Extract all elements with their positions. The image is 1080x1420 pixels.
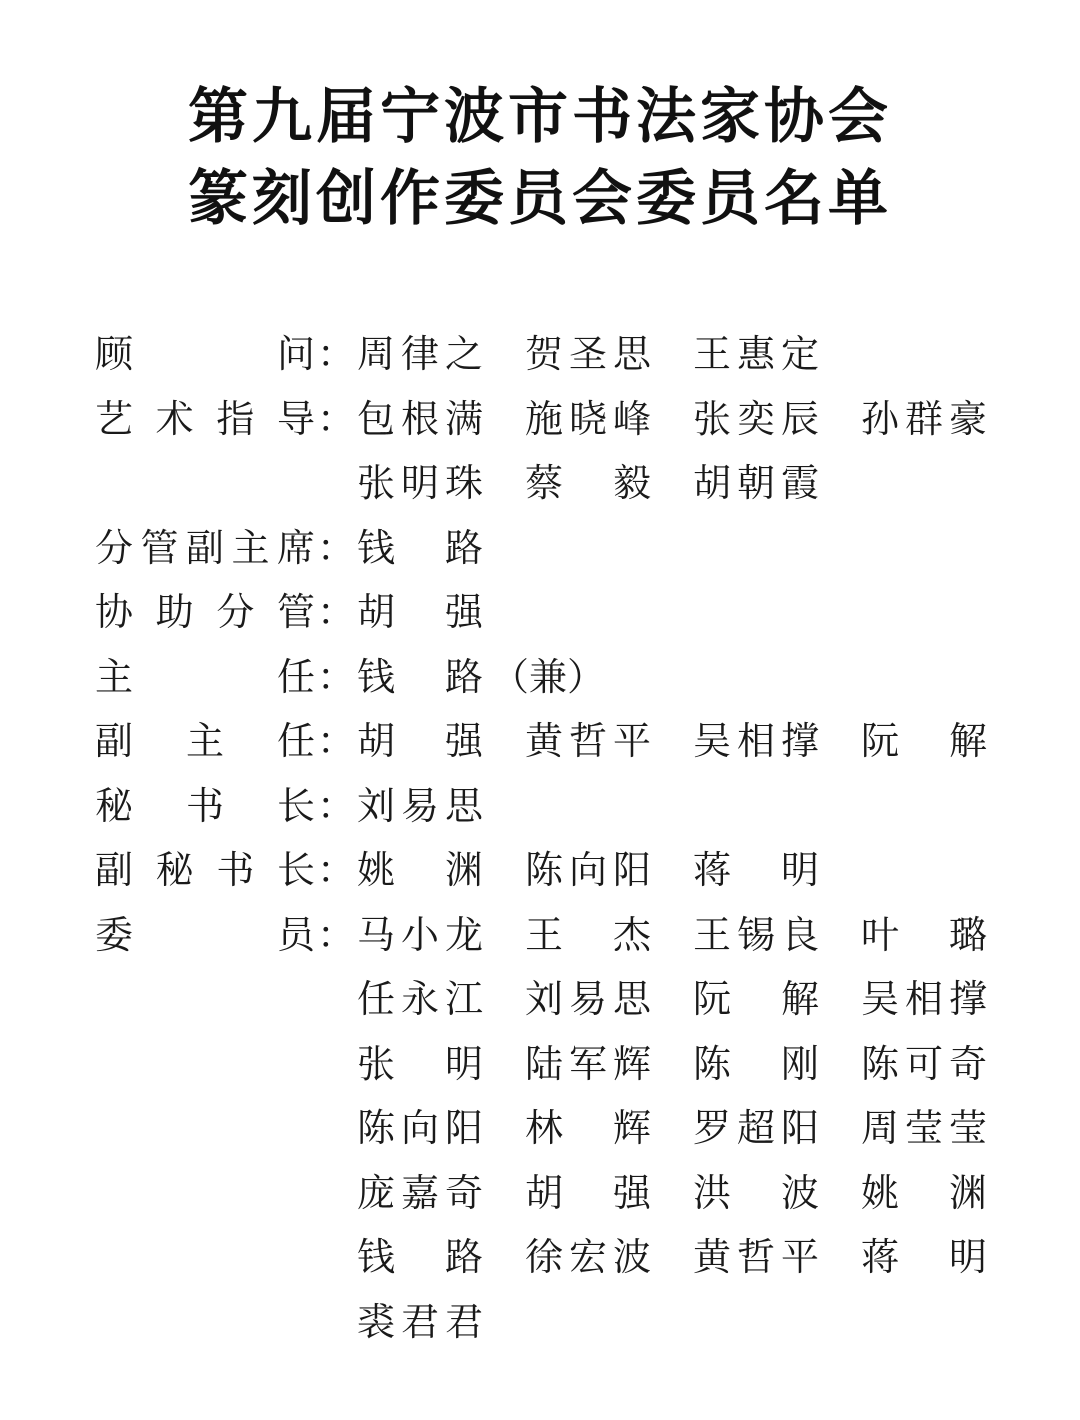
member-name: 钱 路 (357, 1235, 483, 1279)
member-name: 黄 哲 平 (525, 719, 651, 763)
roster-row (95, 322, 1015, 387)
role-char: 长 (276, 848, 315, 892)
member-name: 吴 相 撑 (693, 719, 819, 763)
role-char: 委 (95, 912, 134, 957)
role-char: 顾 (95, 332, 134, 376)
member-name: 孙 群 豪 (861, 396, 987, 441)
member-name: 包 根 满 (357, 396, 483, 441)
role-char: 主 (95, 654, 134, 699)
roster-row (95, 387, 1015, 452)
role-label (95, 387, 315, 451)
member-name: 钱 路 (357, 525, 483, 570)
role-colon: ： (317, 848, 356, 892)
member-name: 洪 波 (693, 1170, 819, 1215)
member-name: 贺 圣 思 (525, 332, 651, 376)
role-char: 席 (276, 525, 315, 570)
role-colon: ： (317, 396, 356, 441)
roster-row (95, 967, 1015, 1032)
member-name: 姚 渊 (357, 848, 483, 892)
role-char: 副 (95, 848, 134, 892)
member-name: 王 惠 定 (693, 332, 819, 376)
member-name: 马 小 龙 (357, 912, 483, 957)
role-char: 术 (155, 396, 194, 441)
role-char: 协 (95, 590, 134, 634)
roster-row (95, 709, 1015, 774)
member-name: 张 明 珠 (357, 461, 483, 505)
role-char: 副 (185, 525, 224, 570)
role-colon: ： (317, 912, 356, 957)
role-label (95, 322, 315, 386)
member-name: 裘 君 君 (357, 1299, 483, 1344)
member-name: 王 杰 (525, 912, 651, 957)
role-label (95, 774, 315, 838)
role-char: 秘 (95, 783, 134, 828)
role-char: 问 (276, 332, 315, 376)
member-name: 陈 刚 (693, 1041, 819, 1086)
role-char: 分 (95, 525, 134, 570)
member-name: 陈 向 阳 (525, 848, 651, 892)
member-name: 王 锡 良 (693, 912, 819, 957)
member-name: 钱 路 (357, 654, 483, 699)
member-name: 陈 可 奇 (861, 1041, 987, 1086)
role-char: 管 (276, 590, 315, 634)
member-name: 周 莹 莹 (861, 1106, 987, 1150)
member-name: 蒋 明 (861, 1235, 987, 1279)
role-char: 任 (276, 719, 315, 763)
roster-row (95, 1290, 1015, 1355)
role-colon: ： (317, 525, 356, 570)
member-name: 任 永 江 (357, 977, 483, 1021)
member-name: 阮 解 (861, 719, 987, 763)
roster-row (95, 451, 1015, 516)
document-title (0, 76, 1080, 240)
role-colon: ： (317, 654, 356, 699)
role-label (95, 516, 315, 580)
roster-row (95, 903, 1015, 968)
member-name: 胡 朝 霞 (693, 461, 819, 505)
title-line-2: 篆刻创作委员会委员名单 (188, 164, 892, 234)
member-name: 罗 超 阳 (693, 1106, 819, 1150)
role-char: 导 (276, 396, 315, 441)
member-name: 刘 易 思 (525, 977, 651, 1021)
member-name: 胡 强 (357, 719, 483, 763)
member-name: 蔡 毅 (525, 461, 651, 505)
member-name: 林 辉 (525, 1106, 651, 1150)
role-char: 主 (231, 525, 270, 570)
member-name: 陆 军 辉 (525, 1041, 651, 1086)
roster-row (95, 1225, 1015, 1290)
member-name: 黄 哲 平 (693, 1235, 819, 1279)
roster-row (95, 1032, 1015, 1097)
roster-row (95, 838, 1015, 903)
member-name: 胡 强 (357, 590, 483, 634)
member-name: 胡 强 (525, 1170, 651, 1215)
role-char: 书 (185, 783, 224, 828)
role-char: 副 (95, 719, 134, 763)
member-name: 叶 璐 (861, 912, 987, 957)
roster-row (95, 774, 1015, 839)
roster-row (95, 516, 1015, 581)
role-label (95, 709, 315, 773)
role-char: 管 (140, 525, 179, 570)
member-name: 姚 渊 (861, 1170, 987, 1215)
member-name: 施 晓 峰 (525, 396, 651, 441)
member-name: 张 明 (357, 1041, 483, 1086)
roster-row (95, 645, 1015, 710)
role-char: 助 (155, 590, 194, 634)
concurrent-note: （兼） (491, 654, 606, 699)
role-label (95, 838, 315, 902)
role-char: 书 (216, 848, 255, 892)
roster-row (95, 1161, 1015, 1226)
member-name: 刘 易 思 (357, 783, 483, 828)
role-label (95, 645, 315, 709)
member-name: 张 奕 辰 (693, 396, 819, 441)
member-name: 蒋 明 (693, 848, 819, 892)
role-colon: ： (317, 332, 356, 376)
roster-row (95, 1096, 1015, 1161)
role-char: 艺 (95, 396, 134, 441)
role-char: 指 (216, 396, 255, 441)
title-line-1: 第九届宁波市书法家协会 (188, 82, 892, 152)
member-name: 陈 向 阳 (357, 1106, 483, 1150)
roster-row (95, 580, 1015, 645)
role-char: 主 (185, 719, 224, 763)
member-name: 周 律 之 (357, 332, 483, 376)
role-colon: ： (317, 590, 356, 634)
role-char: 员 (276, 912, 315, 957)
role-colon: ： (317, 719, 356, 763)
role-label (95, 580, 315, 644)
member-name: 庞 嘉 奇 (357, 1170, 483, 1215)
member-name: 吴 相 撑 (861, 977, 987, 1021)
role-char: 任 (276, 654, 315, 699)
member-name: 阮 解 (693, 977, 819, 1021)
role-colon: ： (317, 783, 356, 828)
member-roster (95, 322, 1015, 1354)
role-label (95, 903, 315, 967)
role-char: 长 (276, 783, 315, 828)
member-name: 徐 宏 波 (525, 1235, 651, 1279)
role-char: 分 (216, 590, 255, 634)
role-char: 秘 (155, 848, 194, 892)
